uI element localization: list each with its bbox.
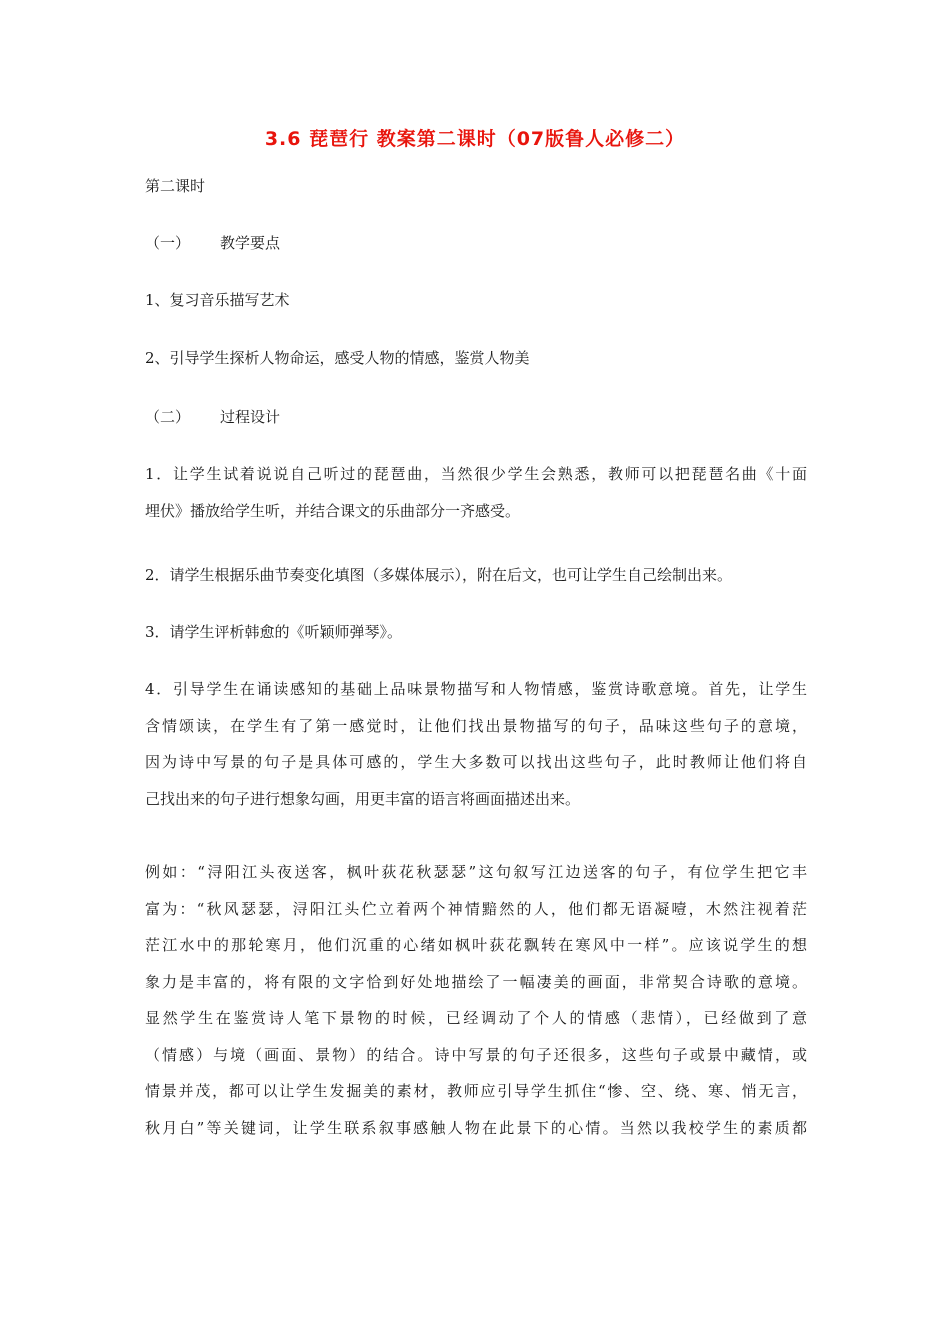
lesson-label: 第二课时	[145, 177, 206, 195]
paragraph-line: （情感）与境（画面、景物）的结合。诗中写景的句子还很多，这些句子或景中藏情，或	[145, 1045, 807, 1064]
paragraph-line: 情景并茂，都可以让学生发掘美的素材，教师应引导学生抓住“惨、空、绕、寒、悄无言，	[145, 1082, 807, 1100]
section-heading-1	[145, 233, 280, 253]
section-label: 教学要点	[220, 234, 281, 252]
document-title: 3.6 琵琶行 教案第二课时（07版鲁人必修二）	[264, 128, 686, 150]
paragraph-line: 己找出来的句子进行想象勾画，用更丰富的语言将画面描述出来。	[145, 789, 581, 808]
paragraph-line: 富为：“秋风瑟瑟，浔阳江头伫立着两个神情黯然的人，他们都无语凝噎，木然注视着茫	[145, 899, 807, 918]
step-paragraph-2: 2．请学生根据乐曲节奏变化填图（多媒体展示），附在后文，也可让学生自己绘制出来。	[145, 566, 733, 584]
paragraph-line: 因为诗中写景的句子是具体可感的，学生大多数可以找出这些句子，此时教师让他们将自	[145, 753, 807, 771]
paragraph-line: 例如：“浔阳江头夜送客，枫叶荻花秋瑟瑟”这句叙写江边送客的句子，有位学生把它丰	[145, 863, 807, 881]
example-paragraph	[145, 854, 807, 1146]
paragraph-line: 显然学生在鉴赏诗人笔下景物的时候，已经调动了个人的情感（悲情），已经做到了意	[145, 1009, 807, 1027]
point-item: 1、复习音乐描写艺术	[145, 291, 290, 309]
section-heading-2	[145, 407, 280, 427]
paragraph-line: 象力是丰富的，将有限的文字恰到好处地描绘了一幅凄美的画面，非常契合诗歌的意境。	[145, 972, 807, 991]
paragraph-line: 埋伏》播放给学生听，并结合课文的乐曲部分一齐感受。	[145, 501, 521, 520]
paragraph-line: 茫江水中的那轮寒月，他们沉重的心绪如枫叶荻花飘转在寒风中一样”。应该说学生的想	[145, 936, 807, 954]
paragraph-line: 秋月白”等关键词，让学生联系叙事感触人物在此景下的心情。当然以我校学生的素质都	[145, 1118, 807, 1137]
section-mark: （二）	[145, 408, 191, 426]
step-paragraph-3: 3．请学生评析韩愈的《听颖师弹琴》。	[145, 623, 403, 641]
step-paragraph-1	[145, 456, 807, 529]
paragraph-line: 含情颂读，在学生有了第一感觉时，让他们找出景物描写的句子，品味这些句子的意境，	[145, 716, 807, 735]
paragraph-line: 1．让学生试着说说自己听过的琵琶曲，当然很少学生会熟悉，教师可以把琵琶名曲《十面	[145, 465, 807, 483]
step-paragraph-4	[145, 671, 807, 817]
point-item: 2、引导学生探析人物命运，感受人物的情感，鉴赏人物美	[145, 349, 530, 367]
paragraph-line: 4．引导学生在诵读感知的基础上品味景物描写和人物情感，鉴赏诗歌意境。首先，让学生	[145, 680, 807, 698]
section-mark: （一）	[145, 234, 191, 252]
section-label: 过程设计	[220, 408, 281, 426]
